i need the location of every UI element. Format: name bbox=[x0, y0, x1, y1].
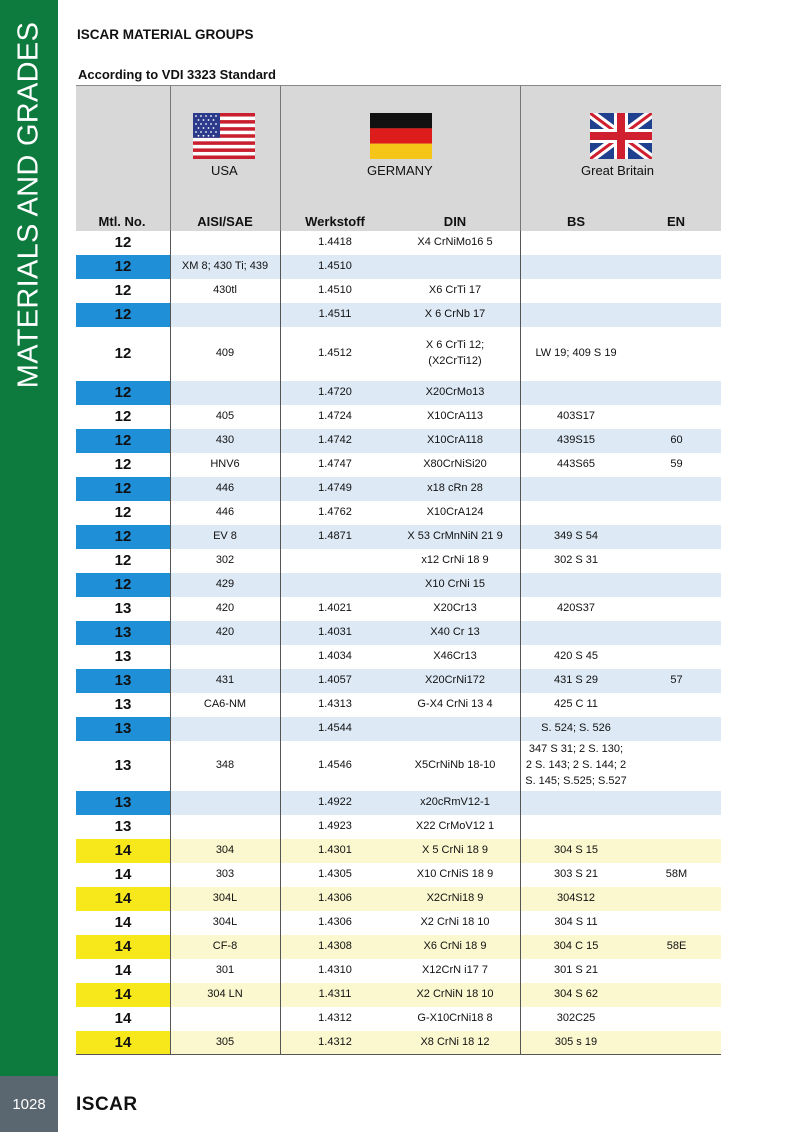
cell-din: X46Cr13 bbox=[433, 650, 477, 663]
germany-flag-icon bbox=[370, 113, 432, 159]
cell-bs: 304 S 62 bbox=[553, 988, 599, 1001]
col-header-mtl: Mtl. No. bbox=[98, 214, 146, 229]
cell-en bbox=[632, 381, 721, 405]
cell-werkstoff: 1.4034 bbox=[318, 650, 352, 663]
cell-aisi-sae: XM 8; 430 Ti; 439 bbox=[181, 260, 269, 273]
cell-bs bbox=[520, 815, 632, 839]
cell-mtl-no: 12 bbox=[114, 504, 132, 522]
cell-din: X10CrA124 bbox=[426, 506, 484, 519]
table-row bbox=[76, 911, 721, 935]
cell-aisi-sae bbox=[170, 231, 280, 255]
cell-mtl-no: 12 bbox=[76, 525, 170, 549]
cell-werkstoff: 1.4923 bbox=[318, 820, 352, 833]
cell-mtl-no: 13 bbox=[114, 818, 132, 836]
great-britain-flag-icon bbox=[590, 113, 652, 159]
cell-aisi-sae bbox=[170, 1007, 280, 1031]
cell-mtl-no: 13 bbox=[76, 669, 170, 693]
country-germany: GERMANY bbox=[367, 163, 433, 178]
table-row bbox=[76, 815, 721, 839]
cell-bs bbox=[520, 381, 632, 405]
table-row bbox=[76, 863, 721, 887]
cell-werkstoff: 1.4747 bbox=[318, 458, 352, 471]
cell-din: X20Cr13 bbox=[433, 602, 477, 615]
cell-aisi-sae bbox=[170, 815, 280, 839]
table-row bbox=[76, 501, 721, 525]
cell-aisi-sae bbox=[170, 791, 280, 815]
cell-en bbox=[632, 573, 721, 597]
col-header-din: DIN bbox=[443, 214, 467, 229]
cell-bs: 302 S 31 bbox=[553, 554, 599, 567]
cell-en bbox=[632, 693, 721, 717]
cell-werkstoff: 1.4306 bbox=[318, 916, 352, 929]
cell-werkstoff: 1.4544 bbox=[318, 722, 352, 735]
cell-din: X 6 CrTi 12; (X2CrTi12) bbox=[425, 339, 485, 367]
cell-werkstoff: 1.4762 bbox=[318, 506, 352, 519]
cell-werkstoff: 1.4922 bbox=[318, 796, 352, 809]
table-row bbox=[76, 983, 721, 1007]
cell-mtl-no: 12 bbox=[114, 282, 132, 300]
cell-werkstoff: 1.4512 bbox=[318, 347, 352, 360]
cell-werkstoff: 1.4510 bbox=[318, 284, 352, 297]
cell-din: X10 CrNi 15 bbox=[425, 578, 485, 591]
country-usa: USA bbox=[211, 163, 238, 178]
cell-mtl-no: 14 bbox=[76, 983, 170, 1007]
cell-werkstoff: 1.4720 bbox=[318, 386, 352, 399]
cell-din: X6 CrTi 17 bbox=[428, 284, 482, 297]
cell-mtl-no: 14 bbox=[76, 1031, 170, 1054]
cell-mtl-no: 12 bbox=[76, 477, 170, 501]
cell-din: G-X10CrNi18 8 bbox=[417, 1012, 493, 1025]
cell-werkstoff: 1.4510 bbox=[318, 260, 352, 273]
cell-mtl-no: 14 bbox=[114, 962, 132, 980]
table-row bbox=[76, 525, 721, 549]
cell-bs bbox=[520, 231, 632, 255]
cell-bs: 303 S 21 bbox=[553, 868, 599, 881]
cell-din: X20CrNi172 bbox=[425, 674, 485, 687]
cell-en bbox=[632, 717, 721, 741]
table-row bbox=[76, 381, 721, 405]
cell-din: X80CrNiSi20 bbox=[423, 458, 487, 471]
table-row bbox=[76, 621, 721, 645]
cell-werkstoff: 1.4305 bbox=[318, 868, 352, 881]
cell-bs: 304 S 15 bbox=[553, 844, 599, 857]
table-row bbox=[76, 255, 721, 279]
cell-din: X40 Cr 13 bbox=[430, 626, 480, 639]
cell-bs bbox=[520, 255, 632, 279]
cell-werkstoff: 1.4057 bbox=[318, 674, 352, 687]
cell-din: X10 CrNiS 18 9 bbox=[416, 868, 494, 881]
table-row bbox=[76, 1031, 721, 1055]
material-groups-table bbox=[76, 85, 721, 1055]
cell-en bbox=[632, 327, 721, 381]
table-row bbox=[76, 839, 721, 863]
cell-en bbox=[632, 911, 721, 935]
cell-mtl-no: 14 bbox=[114, 1010, 132, 1028]
cell-mtl-no: 13 bbox=[76, 717, 170, 741]
table-row bbox=[76, 959, 721, 983]
cell-bs: 443S65 bbox=[557, 458, 595, 471]
cell-bs: 304 S 11 bbox=[554, 916, 598, 929]
cell-bs: 304S12 bbox=[557, 892, 595, 905]
usa-flag-icon bbox=[193, 113, 255, 159]
cell-en bbox=[632, 255, 721, 279]
cell-din: X12CrN i17 7 bbox=[421, 964, 489, 977]
cell-mtl-no: 13 bbox=[114, 648, 132, 666]
cell-bs bbox=[520, 501, 632, 525]
cell-din: x20cRmV12-1 bbox=[420, 796, 490, 809]
cell-werkstoff: 1.4312 bbox=[318, 1012, 352, 1025]
cell-aisi-sae: 446 bbox=[215, 482, 235, 495]
cell-din: x12 CrNi 18 9 bbox=[421, 554, 489, 567]
cell-bs: 302C25 bbox=[556, 1012, 596, 1025]
cell-mtl-no: 13 bbox=[114, 757, 132, 775]
cell-en bbox=[632, 959, 721, 983]
cell-din bbox=[390, 255, 520, 279]
cell-bs bbox=[520, 303, 632, 327]
cell-mtl-no: 13 bbox=[76, 621, 170, 645]
cell-en: 59 bbox=[670, 458, 683, 471]
cell-werkstoff: 1.4031 bbox=[318, 626, 352, 639]
table-row bbox=[76, 453, 721, 477]
cell-aisi-sae: 301 bbox=[215, 964, 235, 977]
cell-aisi-sae: 430tl bbox=[213, 284, 237, 297]
cell-werkstoff: 1.4546 bbox=[318, 759, 352, 772]
cell-din: G-X4 CrNi 13 4 bbox=[417, 698, 493, 711]
table-row bbox=[76, 477, 721, 501]
cell-werkstoff: 1.4301 bbox=[318, 844, 352, 857]
cell-din: X10CrA118 bbox=[426, 434, 484, 447]
cell-mtl-no: 13 bbox=[76, 791, 170, 815]
cell-aisi-sae: 420 bbox=[215, 602, 235, 615]
cell-en bbox=[632, 839, 721, 863]
cell-aisi-sae: 429 bbox=[215, 578, 235, 591]
cell-bs: 439S15 bbox=[557, 434, 595, 447]
cell-werkstoff bbox=[280, 549, 390, 573]
cell-mtl-no: 12 bbox=[114, 234, 132, 252]
cell-aisi-sae: 304L bbox=[212, 916, 238, 929]
cell-bs: S. 524; S. 526 bbox=[541, 722, 611, 735]
cell-en: 60 bbox=[670, 434, 683, 447]
cell-aisi-sae: 348 bbox=[215, 759, 235, 772]
cell-werkstoff: 1.4313 bbox=[318, 698, 352, 711]
cell-werkstoff: 1.4724 bbox=[318, 410, 352, 423]
cell-mtl-no: 12 bbox=[114, 345, 132, 363]
cell-mtl-no: 12 bbox=[76, 255, 170, 279]
cell-en bbox=[632, 477, 721, 501]
table-row bbox=[76, 717, 721, 741]
cell-bs: 420 S 45 bbox=[553, 650, 599, 663]
table-row bbox=[76, 669, 721, 693]
cell-bs bbox=[520, 573, 632, 597]
cell-mtl-no: 12 bbox=[76, 381, 170, 405]
cell-mtl-no: 14 bbox=[114, 914, 132, 932]
cell-aisi-sae: 303 bbox=[215, 868, 235, 881]
cell-bs: 305 s 19 bbox=[554, 1035, 598, 1048]
cell-en bbox=[632, 983, 721, 1007]
table-row bbox=[76, 741, 721, 791]
cell-en bbox=[632, 741, 721, 791]
cell-din: X20CrMo13 bbox=[425, 386, 485, 399]
table-row bbox=[76, 279, 721, 303]
side-section-title: MATERIALS AND GRADES bbox=[12, 21, 45, 389]
cell-aisi-sae: 446 bbox=[215, 506, 235, 519]
cell-mtl-no: 14 bbox=[114, 866, 132, 884]
cell-werkstoff: 1.4021 bbox=[318, 602, 352, 615]
table-row bbox=[76, 231, 721, 255]
cell-bs: 431 S 29 bbox=[553, 674, 599, 687]
section-title: ISCAR MATERIAL GROUPS bbox=[77, 27, 254, 42]
cell-din: X2 CrNi 18 10 bbox=[420, 916, 490, 929]
cell-en: 57 bbox=[670, 674, 683, 687]
col-header-en: EN bbox=[666, 214, 686, 229]
cell-bs: 304 C 15 bbox=[553, 940, 599, 953]
cell-en bbox=[632, 621, 721, 645]
cell-mtl-no: 12 bbox=[114, 408, 132, 426]
cell-werkstoff bbox=[280, 573, 390, 597]
cell-bs: 349 S 54 bbox=[553, 530, 599, 543]
cell-en bbox=[632, 549, 721, 573]
cell-aisi-sae: 302 bbox=[215, 554, 235, 567]
cell-werkstoff: 1.4742 bbox=[318, 434, 352, 447]
table-row bbox=[76, 645, 721, 669]
cell-mtl-no: 13 bbox=[114, 600, 132, 618]
cell-bs bbox=[520, 279, 632, 303]
cell-en bbox=[632, 645, 721, 669]
cell-din: X6 CrNi 18 9 bbox=[423, 940, 487, 953]
cell-din: X8 CrNi 18 12 bbox=[420, 1035, 490, 1048]
col-header-aisi: AISI/SAE bbox=[197, 214, 253, 229]
cell-werkstoff: 1.4312 bbox=[318, 1035, 352, 1048]
cell-din: X 6 CrNb 17 bbox=[424, 308, 486, 321]
cell-mtl-no: 12 bbox=[114, 456, 132, 474]
cell-en bbox=[632, 1007, 721, 1031]
cell-werkstoff: 1.4418 bbox=[318, 236, 352, 249]
cell-en bbox=[632, 405, 721, 429]
cell-bs: 347 S 31; 2 S. 130; 2 S. 143; 2 S. 144; 2 S. 145; S.525; S.527 bbox=[525, 743, 627, 787]
cell-din bbox=[390, 717, 520, 741]
page-number: 1028 bbox=[0, 1076, 58, 1132]
cell-din: X2 CrNiN 18 10 bbox=[416, 988, 494, 1001]
cell-din: X 5 CrNi 18 9 bbox=[421, 844, 489, 857]
cell-aisi-sae: 430 bbox=[215, 434, 235, 447]
cell-bs: 420S37 bbox=[557, 602, 595, 615]
cell-bs: 301 S 21 bbox=[553, 964, 599, 977]
cell-werkstoff: 1.4749 bbox=[318, 482, 352, 495]
cell-bs bbox=[520, 477, 632, 501]
cell-bs bbox=[520, 621, 632, 645]
cell-aisi-sae: CF-8 bbox=[212, 940, 238, 953]
cell-en bbox=[632, 791, 721, 815]
cell-en bbox=[632, 1031, 721, 1054]
table-row bbox=[76, 597, 721, 621]
cell-en: 58E bbox=[666, 940, 687, 953]
cell-mtl-no: 14 bbox=[76, 935, 170, 959]
cell-bs: LW 19; 409 S 19 bbox=[535, 347, 617, 360]
cell-mtl-no: 12 bbox=[76, 303, 170, 327]
cell-aisi-sae: 409 bbox=[215, 347, 235, 360]
table-row bbox=[76, 405, 721, 429]
cell-din: X2CrNi18 9 bbox=[426, 892, 484, 905]
cell-aisi-sae bbox=[170, 303, 280, 327]
cell-werkstoff: 1.4306 bbox=[318, 892, 352, 905]
cell-aisi-sae: 304L bbox=[212, 892, 238, 905]
table-subtitle: According to VDI 3323 Standard bbox=[78, 67, 276, 82]
table-row bbox=[76, 429, 721, 453]
cell-aisi-sae: 305 bbox=[215, 1035, 235, 1048]
cell-en bbox=[632, 303, 721, 327]
table-header bbox=[76, 85, 721, 231]
table-row bbox=[76, 887, 721, 911]
table-row bbox=[76, 693, 721, 717]
cell-aisi-sae: CA6-NM bbox=[203, 698, 247, 711]
cell-aisi-sae bbox=[170, 717, 280, 741]
cell-bs: 403S17 bbox=[557, 410, 595, 423]
cell-din: X4 CrNiMo16 5 bbox=[417, 236, 493, 249]
cell-mtl-no: 12 bbox=[114, 552, 132, 570]
cell-aisi-sae: 405 bbox=[215, 410, 235, 423]
cell-werkstoff: 1.4310 bbox=[318, 964, 352, 977]
cell-aisi-sae: EV 8 bbox=[213, 530, 237, 543]
cell-werkstoff: 1.4311 bbox=[318, 988, 352, 1001]
cell-aisi-sae bbox=[170, 381, 280, 405]
cell-din: X10CrA113 bbox=[426, 410, 484, 423]
table-row bbox=[76, 791, 721, 815]
cell-din: X5CrNiNb 18-10 bbox=[414, 759, 496, 772]
cell-werkstoff: 1.4871 bbox=[318, 530, 352, 543]
cell-din: X 53 CrMnNiN 21 9 bbox=[407, 530, 503, 543]
cell-aisi-sae: HNV6 bbox=[210, 458, 240, 471]
table-row bbox=[76, 549, 721, 573]
cell-en bbox=[632, 279, 721, 303]
cell-werkstoff: 1.4308 bbox=[318, 940, 352, 953]
cell-en bbox=[632, 597, 721, 621]
col-header-werkstoff: Werkstoff bbox=[305, 214, 365, 229]
cell-aisi-sae: 420 bbox=[215, 626, 235, 639]
cell-mtl-no: 14 bbox=[76, 887, 170, 911]
col-header-bs: BS bbox=[566, 214, 586, 229]
cell-bs bbox=[520, 791, 632, 815]
cell-en bbox=[632, 815, 721, 839]
cell-din: x18 cRn 28 bbox=[427, 482, 483, 495]
table-row bbox=[76, 573, 721, 597]
footer-brand-logo: ISCAR bbox=[76, 1094, 138, 1115]
cell-en bbox=[632, 887, 721, 911]
cell-en: 58M bbox=[665, 868, 688, 881]
cell-werkstoff: 1.4511 bbox=[318, 308, 352, 321]
cell-mtl-no: 12 bbox=[76, 573, 170, 597]
cell-en bbox=[632, 501, 721, 525]
cell-mtl-no: 13 bbox=[114, 696, 132, 714]
cell-mtl-no: 14 bbox=[76, 839, 170, 863]
cell-mtl-no: 12 bbox=[76, 429, 170, 453]
table-body bbox=[76, 231, 721, 1055]
cell-aisi-sae: 431 bbox=[215, 674, 235, 687]
cell-aisi-sae bbox=[170, 645, 280, 669]
country-great-britain: Great Britain bbox=[581, 163, 654, 178]
table-row bbox=[76, 1007, 721, 1031]
table-row bbox=[76, 935, 721, 959]
cell-bs: 425 C 11 bbox=[554, 698, 598, 711]
table-row bbox=[76, 327, 721, 381]
table-row bbox=[76, 303, 721, 327]
side-band bbox=[0, 0, 58, 1076]
cell-en bbox=[632, 525, 721, 549]
cell-aisi-sae: 304 LN bbox=[207, 988, 243, 1001]
cell-din: X22 CrMoV12 1 bbox=[415, 820, 495, 833]
cell-aisi-sae: 304 bbox=[215, 844, 235, 857]
cell-en bbox=[632, 231, 721, 255]
